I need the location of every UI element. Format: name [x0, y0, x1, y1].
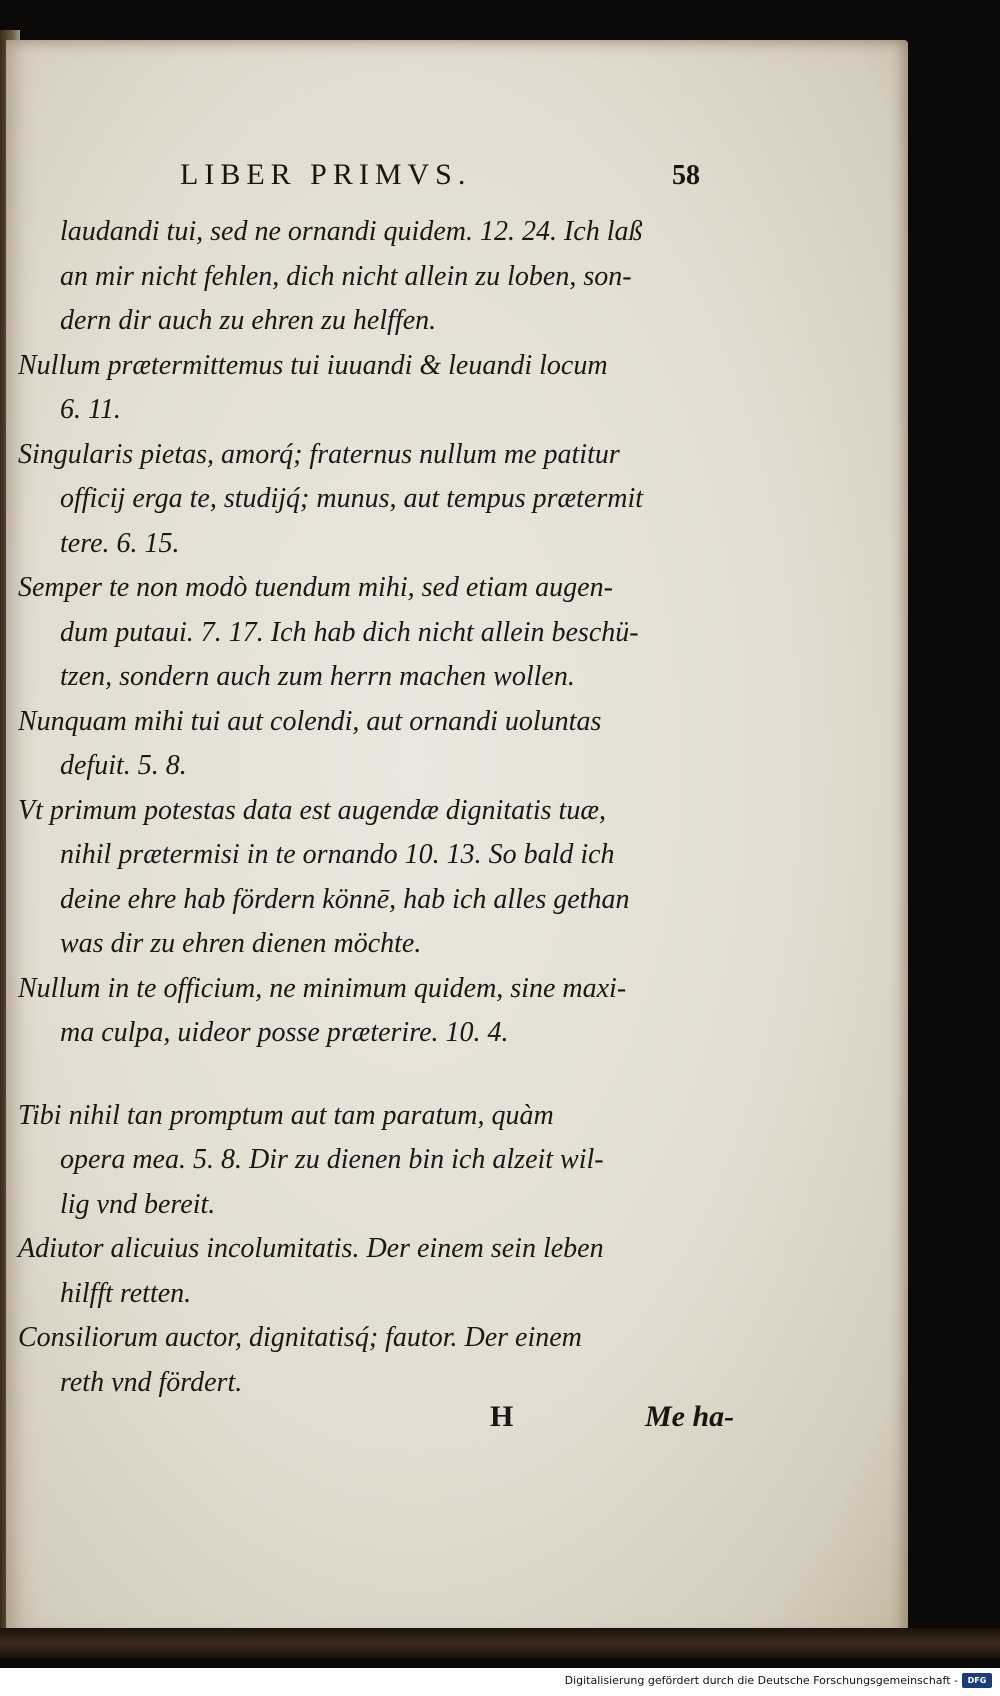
funding-notice: Digitalisierung gefördert durch die Deutsche Forschungsgemeinschaft -	[564, 1674, 958, 1687]
page-bottom-shadow	[0, 1628, 1000, 1658]
folio-number: 58	[672, 160, 700, 191]
catchword: Me ha-	[645, 1400, 735, 1433]
text-entry: Adiutor alicuius incolumitatis. Der einem sein leben hilfft retten.	[18, 1233, 604, 1309]
text-entry: Vt primum potestas data est augendæ dignitatis tuæ, nihil prætermisi in te ornando 10. 13. So bald ich deine ehre hab fördern könnē, hab ich alles gethan was dir zu ehren dienen möchte.	[18, 794, 630, 959]
text-entry: Singularis pietas, amorq́; fraternus nullum me patitur officij erga te, studijq́; munus, aut tempus prætermit tere. 6. 15.	[18, 438, 644, 559]
text-entry: Nullum in te officium, ne minimum quidem, sine maxi- ma culpa, uideor posse præterire. 10. 4.	[18, 972, 627, 1048]
text-entry: Tibi nihil tan promptum aut tam paratum, quàm opera mea. 5. 8. Dir zu dienen bin ich alzeit wil- lig vnd bereit.	[18, 1099, 604, 1220]
dfg-logo-icon: DFG	[962, 1673, 992, 1688]
text-entry: laudandi tui, sed ne ornandi quidem. 12. 24. Ich laß an mir nicht fehlen, dich nicht allein zu loben, son- dern dir auch zu ehren zu helffen.	[60, 216, 643, 336]
text-block	[18, 210, 738, 1405]
text-entry: Nullum prætermittemus tui iuuandi & leuandi locum 6. 11.	[18, 349, 608, 425]
signature-mark: H	[490, 1400, 514, 1433]
running-head: LIBER PRIMVS.	[180, 158, 472, 191]
text-entry: Consiliorum auctor, dignitatisq́; fautor. Der einem reth vnd fördert.	[18, 1322, 582, 1398]
text-entry: Nunquam mihi tui aut colendi, aut ornandi uoluntas defuit. 5. 8.	[18, 705, 602, 781]
text-entry: Semper te non modò tuendum mihi, sed etiam augen- dum putaui. 7. 17. Ich hab dich nicht allein beschü- tzen, sondern auch zum herrn machen wollen.	[18, 572, 639, 692]
digitization-footer	[0, 1668, 1000, 1696]
